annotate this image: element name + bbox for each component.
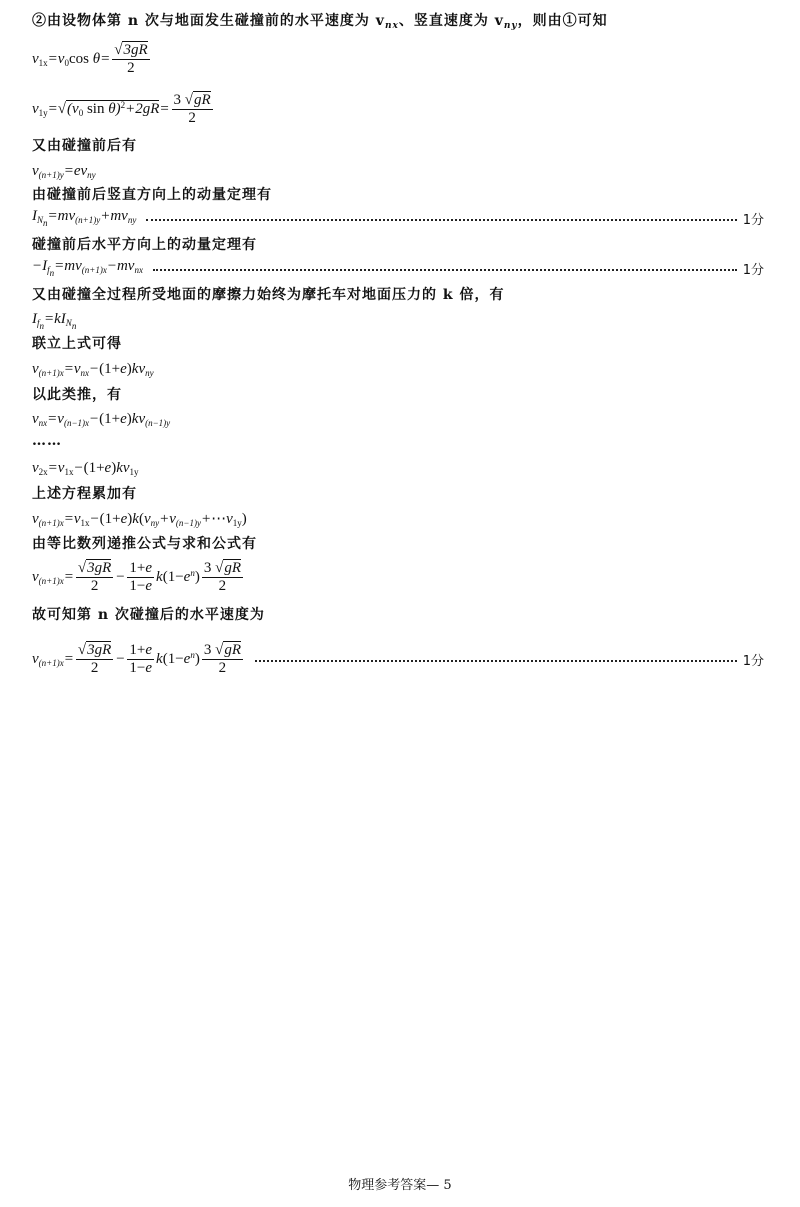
combine-text: 联立上式可得 (32, 336, 122, 352)
eq-sum: $v_{(n+1)x}=v_{1x}-(1+e)k(v_{ny}+v_{(n-1)y}+\cdots v_{1y})$ (32, 511, 247, 528)
eq-v1y: $v_{1y}=√(v_0$ sin θ)$^2$+2gR= $\frac{3 √gR}{2}$ (32, 92, 211, 126)
eq-v2x: $v_{2x}=v_{1x}-(1+e)kv_{1y}$ (32, 460, 139, 477)
eq-combined: $v_{(n+1)x}=v_{nx}-(1+e)kv_{ny}$ (32, 361, 154, 378)
eq-vertical-impulse-row (32, 209, 764, 227)
before-after-text: 又由碰撞前后有 (32, 138, 137, 154)
leader-dots (255, 660, 737, 662)
intro-text: ②由设物体第 n 次与地面发生碰撞前的水平速度为 v (32, 13, 385, 29)
eq-vertical-impulse: $I_{N_n}=mv_{(n+1)y}+mv_{ny}$ (32, 208, 137, 228)
score-label: 1分 (742, 262, 764, 278)
intro-line (32, 12, 608, 35)
conclusion-text: 故可知第 n 次碰撞后的水平速度为 (32, 607, 265, 623)
intro-end: ，则由①可知 (517, 13, 608, 29)
eq-restitution: $v_{(n+1)y}=ev_{ny}$ (32, 163, 96, 180)
ellipsis-text: …… (32, 433, 62, 449)
eq-geometric: $v_{(n+1)x}=$ $\frac{√3gR}{2}$ − $\frac{1+e}{1-e}$ $k(1-e^n)$ $\frac{3 √gR}{2}$ (32, 560, 241, 594)
score-label: 1分 (742, 653, 764, 669)
vertical-theorem-text: 由碰撞前后竖直方向上的动量定理有 (32, 187, 272, 203)
sum-text: 上述方程累加有 (32, 486, 137, 502)
eq-v1x: $v_{1x}=v_0\cos$ θ= $\frac{√3gR}{2}$ (32, 42, 148, 76)
eq-final: $v_{(n+1)x}=$ $\frac{√3gR}{2}$ − $\frac{1+e}{1-e}$ $k(1-e^n)$ $\frac{3 √gR}{2}$ (32, 641, 241, 676)
page-footer: 物理参考答案— 5 (348, 1178, 452, 1193)
analogy-text: 以此类推，有 (32, 387, 122, 403)
geometric-text: 由等比数列递推公式与求和公式有 (32, 536, 257, 552)
leader-dots (153, 269, 737, 271)
friction-note-text: 又由碰撞全过程所受地面的摩擦力始终为摩托车对地面压力的 k 倍，有 (32, 287, 505, 303)
eq-horizontal-impulse-row (32, 259, 764, 277)
intro-mid: 、竖直速度为 v (398, 13, 504, 29)
horizontal-theorem-text: 碰撞前后水平方向上的动量定理有 (32, 237, 257, 253)
eq-horizontal-impulse: $-I_{f_n}=mv_{(n+1)x}-mv_{nx}$ (32, 258, 143, 278)
intro-sub-ny: ny (503, 21, 518, 31)
eq-friction: $I_{f_n}=kI_{N_n}$ (32, 311, 77, 331)
intro-sub-nx: nx (384, 21, 399, 31)
eq-analogy: $v_{nx}=v_{(n-1)x}-(1+e)kv_{(n-1)y}$ (32, 411, 171, 428)
eq-final-row (32, 641, 764, 676)
score-label: 1分 (742, 212, 764, 228)
leader-dots (146, 219, 736, 221)
